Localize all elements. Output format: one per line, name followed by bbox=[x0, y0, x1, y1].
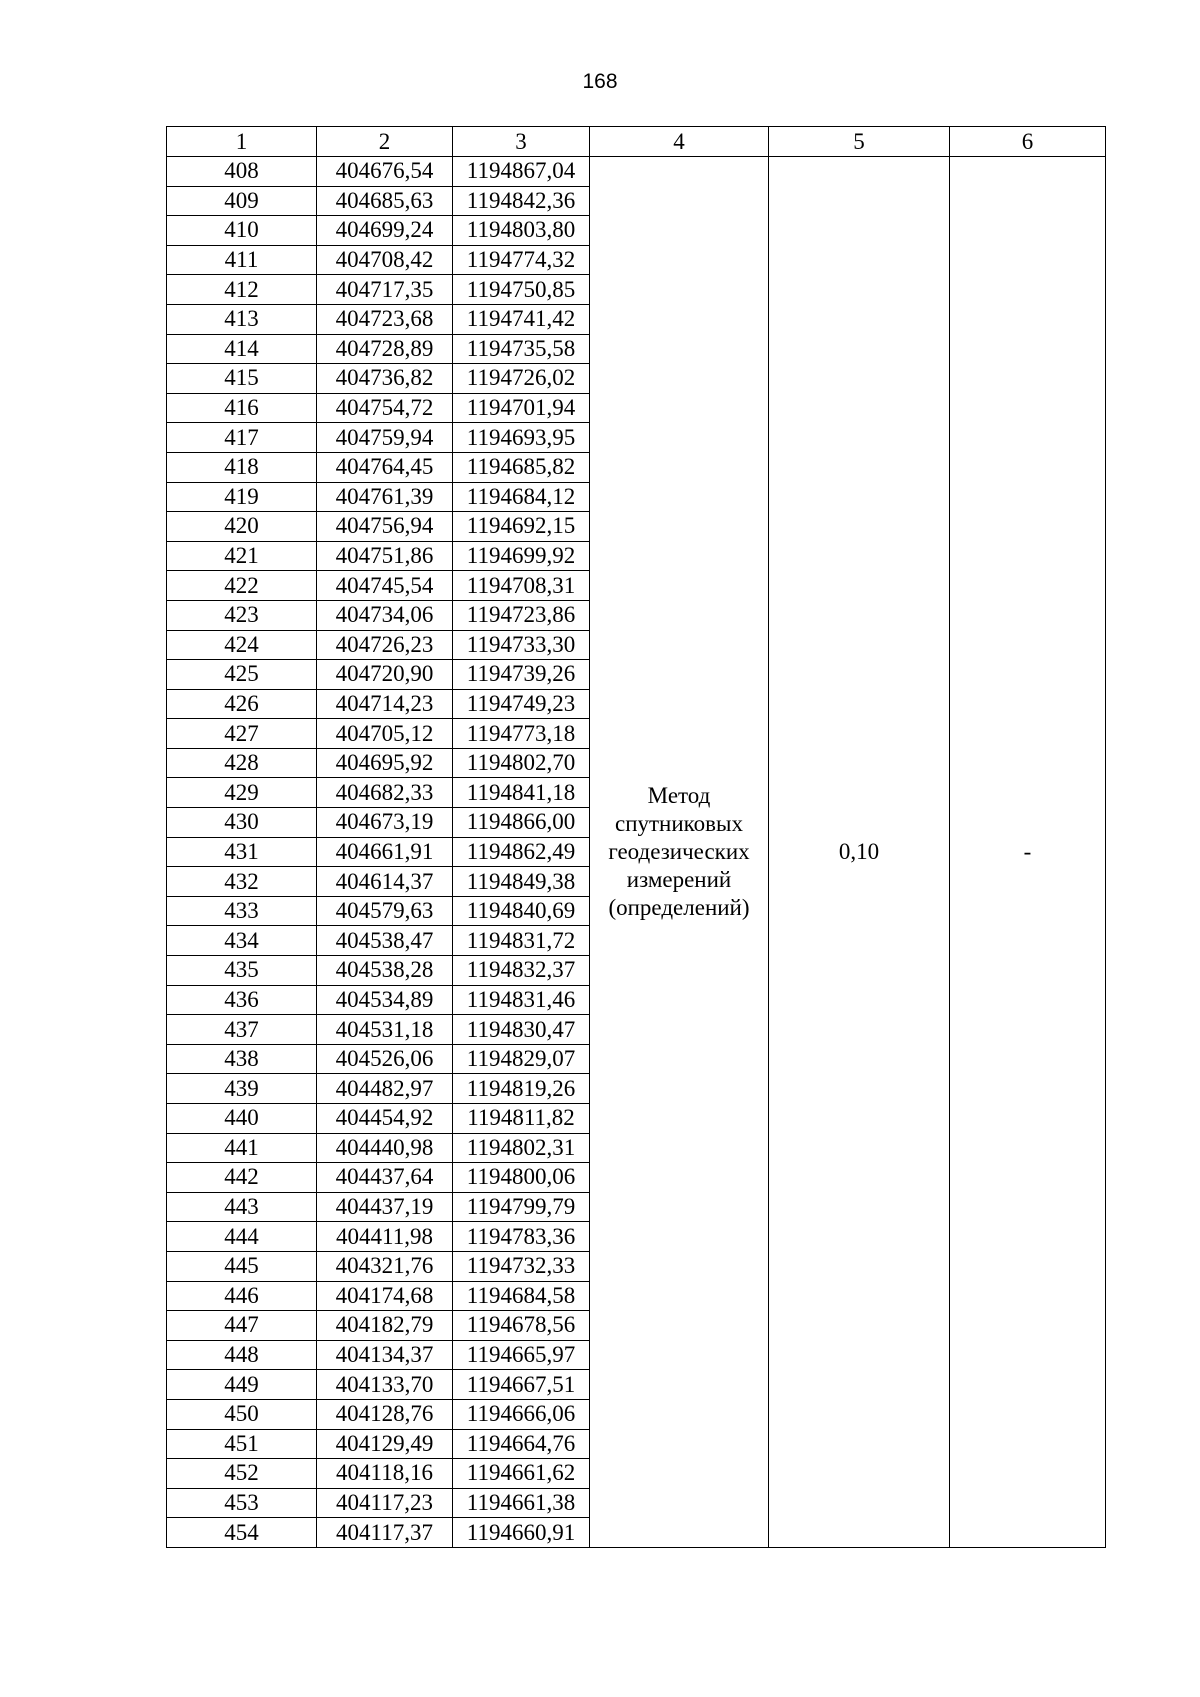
y-coordinate-cell: 1194830,47 bbox=[453, 1015, 590, 1045]
x-coordinate-cell: 404538,47 bbox=[317, 926, 453, 956]
x-coordinate-cell: 404117,23 bbox=[317, 1488, 453, 1518]
y-coordinate-cell: 1194840,69 bbox=[453, 896, 590, 926]
y-coordinate-cell: 1194684,58 bbox=[453, 1281, 590, 1311]
x-coordinate-cell: 404756,94 bbox=[317, 512, 453, 542]
x-coordinate-cell: 404454,92 bbox=[317, 1104, 453, 1134]
y-coordinate-cell: 1194802,31 bbox=[453, 1133, 590, 1163]
y-coordinate-cell: 1194726,02 bbox=[453, 364, 590, 394]
table-header-row bbox=[167, 127, 1106, 157]
y-coordinate-cell: 1194866,00 bbox=[453, 808, 590, 838]
y-coordinate-cell: 1194799,79 bbox=[453, 1192, 590, 1222]
y-coordinate-cell: 1194739,26 bbox=[453, 660, 590, 690]
page-number: 168 bbox=[582, 70, 618, 93]
point-number-cell: 438 bbox=[167, 1044, 317, 1074]
x-coordinate-cell: 404717,35 bbox=[317, 275, 453, 305]
point-number-cell: 420 bbox=[167, 512, 317, 542]
y-coordinate-cell: 1194667,51 bbox=[453, 1370, 590, 1400]
y-coordinate-cell: 1194811,82 bbox=[453, 1104, 590, 1134]
point-number-cell: 447 bbox=[167, 1311, 317, 1341]
column-header-method: 4 bbox=[590, 127, 769, 157]
y-coordinate-cell: 1194802,70 bbox=[453, 748, 590, 778]
y-coordinate-cell: 1194693,95 bbox=[453, 423, 590, 453]
x-coordinate-cell: 404682,33 bbox=[317, 778, 453, 808]
point-number-cell: 437 bbox=[167, 1015, 317, 1045]
method-text-line: Метод bbox=[647, 782, 711, 808]
y-coordinate-cell: 1194862,49 bbox=[453, 837, 590, 867]
point-number-cell: 441 bbox=[167, 1133, 317, 1163]
x-coordinate-cell: 404321,76 bbox=[317, 1251, 453, 1281]
column-header-y: 3 bbox=[453, 127, 590, 157]
point-number-cell: 434 bbox=[167, 926, 317, 956]
point-number-cell: 444 bbox=[167, 1222, 317, 1252]
x-coordinate-cell: 404531,18 bbox=[317, 1015, 453, 1045]
x-coordinate-cell: 404685,63 bbox=[317, 186, 453, 216]
x-coordinate-cell: 404526,06 bbox=[317, 1044, 453, 1074]
point-number-cell: 452 bbox=[167, 1459, 317, 1489]
y-coordinate-cell: 1194803,80 bbox=[453, 216, 590, 246]
point-number-cell: 450 bbox=[167, 1399, 317, 1429]
x-coordinate-cell: 404754,72 bbox=[317, 393, 453, 423]
accuracy-cell: 0,10 bbox=[769, 157, 950, 1548]
method-text-line: (определений) bbox=[608, 894, 750, 920]
method-text-line: измерений bbox=[626, 866, 732, 892]
point-number-cell: 408 bbox=[167, 157, 317, 187]
column-header-x: 2 bbox=[317, 127, 453, 157]
point-number-cell: 427 bbox=[167, 719, 317, 749]
x-coordinate-cell: 404118,16 bbox=[317, 1459, 453, 1489]
x-coordinate-cell: 404695,92 bbox=[317, 748, 453, 778]
point-number-cell: 425 bbox=[167, 660, 317, 690]
y-coordinate-cell: 1194735,58 bbox=[453, 334, 590, 364]
y-coordinate-cell: 1194692,15 bbox=[453, 512, 590, 542]
x-coordinate-cell: 404133,70 bbox=[317, 1370, 453, 1400]
point-number-cell: 435 bbox=[167, 956, 317, 986]
x-coordinate-cell: 404761,39 bbox=[317, 482, 453, 512]
x-coordinate-cell: 404673,19 bbox=[317, 808, 453, 838]
x-coordinate-cell: 404705,12 bbox=[317, 719, 453, 749]
point-number-cell: 410 bbox=[167, 216, 317, 246]
x-coordinate-cell: 404579,63 bbox=[317, 896, 453, 926]
point-number-cell: 448 bbox=[167, 1340, 317, 1370]
point-number-cell: 453 bbox=[167, 1488, 317, 1518]
y-coordinate-cell: 1194701,94 bbox=[453, 393, 590, 423]
y-coordinate-cell: 1194661,62 bbox=[453, 1459, 590, 1489]
x-coordinate-cell: 404174,68 bbox=[317, 1281, 453, 1311]
y-coordinate-cell: 1194841,18 bbox=[453, 778, 590, 808]
point-number-cell: 416 bbox=[167, 393, 317, 423]
y-coordinate-cell: 1194867,04 bbox=[453, 157, 590, 187]
x-coordinate-cell: 404411,98 bbox=[317, 1222, 453, 1252]
y-coordinate-cell: 1194831,46 bbox=[453, 985, 590, 1015]
y-coordinate-cell: 1194773,18 bbox=[453, 719, 590, 749]
x-coordinate-cell: 404720,90 bbox=[317, 660, 453, 690]
point-number-cell: 424 bbox=[167, 630, 317, 660]
x-coordinate-cell: 404538,28 bbox=[317, 956, 453, 986]
x-coordinate-cell: 404117,37 bbox=[317, 1518, 453, 1548]
y-coordinate-cell: 1194783,36 bbox=[453, 1222, 590, 1252]
method-text-line: геодезических bbox=[608, 838, 750, 864]
x-coordinate-cell: 404129,49 bbox=[317, 1429, 453, 1459]
point-number-cell: 440 bbox=[167, 1104, 317, 1134]
point-number-cell: 429 bbox=[167, 778, 317, 808]
point-number-cell: 409 bbox=[167, 186, 317, 216]
x-coordinate-cell: 404614,37 bbox=[317, 867, 453, 897]
point-number-cell: 439 bbox=[167, 1074, 317, 1104]
point-number-cell: 436 bbox=[167, 985, 317, 1015]
point-number-cell: 417 bbox=[167, 423, 317, 453]
point-number-cell: 421 bbox=[167, 541, 317, 571]
x-coordinate-cell: 404728,89 bbox=[317, 334, 453, 364]
point-number-cell: 442 bbox=[167, 1163, 317, 1193]
column-header-note: 6 bbox=[950, 127, 1106, 157]
x-coordinate-cell: 404736,82 bbox=[317, 364, 453, 394]
y-coordinate-cell: 1194832,37 bbox=[453, 956, 590, 986]
point-number-cell: 423 bbox=[167, 600, 317, 630]
coordinates-table bbox=[166, 126, 1106, 1548]
note-cell: - bbox=[950, 157, 1106, 1548]
x-coordinate-cell: 404661,91 bbox=[317, 837, 453, 867]
point-number-cell: 454 bbox=[167, 1518, 317, 1548]
x-coordinate-cell: 404764,45 bbox=[317, 452, 453, 482]
point-number-cell: 443 bbox=[167, 1192, 317, 1222]
point-number-cell: 414 bbox=[167, 334, 317, 364]
point-number-cell: 428 bbox=[167, 748, 317, 778]
point-number-cell: 451 bbox=[167, 1429, 317, 1459]
y-coordinate-cell: 1194819,26 bbox=[453, 1074, 590, 1104]
y-coordinate-cell: 1194750,85 bbox=[453, 275, 590, 305]
point-number-cell: 413 bbox=[167, 304, 317, 334]
table-body bbox=[167, 157, 1106, 1548]
point-number-cell: 415 bbox=[167, 364, 317, 394]
y-coordinate-cell: 1194708,31 bbox=[453, 571, 590, 601]
x-coordinate-cell: 404482,97 bbox=[317, 1074, 453, 1104]
y-coordinate-cell: 1194842,36 bbox=[453, 186, 590, 216]
y-coordinate-cell: 1194829,07 bbox=[453, 1044, 590, 1074]
y-coordinate-cell: 1194831,72 bbox=[453, 926, 590, 956]
y-coordinate-cell: 1194685,82 bbox=[453, 452, 590, 482]
point-number-cell: 418 bbox=[167, 452, 317, 482]
x-coordinate-cell: 404440,98 bbox=[317, 1133, 453, 1163]
table-row bbox=[167, 157, 1106, 187]
x-coordinate-cell: 404708,42 bbox=[317, 245, 453, 275]
x-coordinate-cell: 404726,23 bbox=[317, 630, 453, 660]
point-number-cell: 419 bbox=[167, 482, 317, 512]
x-coordinate-cell: 404676,54 bbox=[317, 157, 453, 187]
x-coordinate-cell: 404734,06 bbox=[317, 600, 453, 630]
point-number-cell: 446 bbox=[167, 1281, 317, 1311]
y-coordinate-cell: 1194723,86 bbox=[453, 600, 590, 630]
point-number-cell: 430 bbox=[167, 808, 317, 838]
x-coordinate-cell: 404437,19 bbox=[317, 1192, 453, 1222]
point-number-cell: 411 bbox=[167, 245, 317, 275]
x-coordinate-cell: 404723,68 bbox=[317, 304, 453, 334]
y-coordinate-cell: 1194849,38 bbox=[453, 867, 590, 897]
point-number-cell: 422 bbox=[167, 571, 317, 601]
point-number-cell: 433 bbox=[167, 896, 317, 926]
x-coordinate-cell: 404714,23 bbox=[317, 689, 453, 719]
y-coordinate-cell: 1194732,33 bbox=[453, 1251, 590, 1281]
y-coordinate-cell: 1194664,76 bbox=[453, 1429, 590, 1459]
x-coordinate-cell: 404745,54 bbox=[317, 571, 453, 601]
y-coordinate-cell: 1194733,30 bbox=[453, 630, 590, 660]
x-coordinate-cell: 404751,86 bbox=[317, 541, 453, 571]
y-coordinate-cell: 1194665,97 bbox=[453, 1340, 590, 1370]
y-coordinate-cell: 1194684,12 bbox=[453, 482, 590, 512]
x-coordinate-cell: 404759,94 bbox=[317, 423, 453, 453]
y-coordinate-cell: 1194660,91 bbox=[453, 1518, 590, 1548]
point-number-cell: 432 bbox=[167, 867, 317, 897]
x-coordinate-cell: 404437,64 bbox=[317, 1163, 453, 1193]
y-coordinate-cell: 1194661,38 bbox=[453, 1488, 590, 1518]
y-coordinate-cell: 1194699,92 bbox=[453, 541, 590, 571]
point-number-cell: 449 bbox=[167, 1370, 317, 1400]
x-coordinate-cell: 404699,24 bbox=[317, 216, 453, 246]
point-number-cell: 412 bbox=[167, 275, 317, 305]
x-coordinate-cell: 404134,37 bbox=[317, 1340, 453, 1370]
y-coordinate-cell: 1194741,42 bbox=[453, 304, 590, 334]
x-coordinate-cell: 404182,79 bbox=[317, 1311, 453, 1341]
y-coordinate-cell: 1194800,06 bbox=[453, 1163, 590, 1193]
x-coordinate-cell: 404128,76 bbox=[317, 1399, 453, 1429]
column-header-accuracy: 5 bbox=[769, 127, 950, 157]
method-cell bbox=[590, 157, 769, 1548]
y-coordinate-cell: 1194774,32 bbox=[453, 245, 590, 275]
column-header-point: 1 bbox=[167, 127, 317, 157]
y-coordinate-cell: 1194666,06 bbox=[453, 1399, 590, 1429]
y-coordinate-cell: 1194678,56 bbox=[453, 1311, 590, 1341]
point-number-cell: 445 bbox=[167, 1251, 317, 1281]
x-coordinate-cell: 404534,89 bbox=[317, 985, 453, 1015]
method-text-line: спутниковых bbox=[614, 810, 743, 836]
point-number-cell: 431 bbox=[167, 837, 317, 867]
y-coordinate-cell: 1194749,23 bbox=[453, 689, 590, 719]
point-number-cell: 426 bbox=[167, 689, 317, 719]
